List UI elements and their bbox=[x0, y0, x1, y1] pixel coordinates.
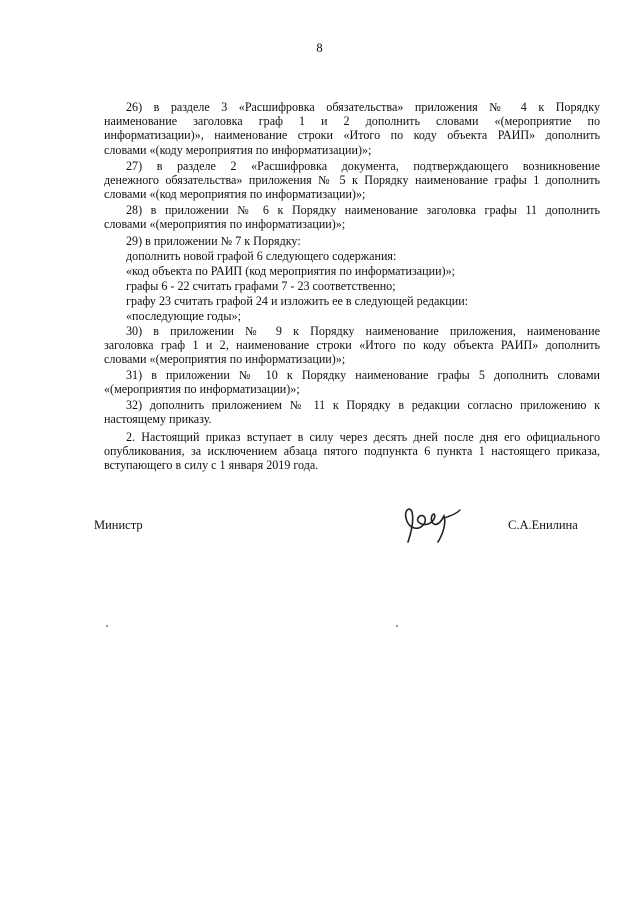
signatory-name: С.А.Енилина bbox=[508, 518, 578, 532]
scan-speck bbox=[106, 625, 108, 627]
paragraph-line: графы 6 - 22 считать графами 7 - 23 соответственно; bbox=[126, 279, 396, 293]
paragraph bbox=[104, 203, 600, 231]
paragraph bbox=[104, 159, 600, 202]
paragraph-line: настоящему приказу. bbox=[104, 412, 212, 427]
paragraph bbox=[104, 309, 600, 323]
paragraph-line: словами «(коду мероприятия по информатизации)»; bbox=[104, 142, 372, 157]
scan-speck bbox=[396, 625, 398, 627]
paragraph bbox=[104, 264, 600, 278]
paragraph-line: заголовка граф 1 и 2, наименование строки «Итого по коду объекта РАИП» дополнить bbox=[104, 338, 600, 353]
paragraph-line: информатизации)», наименование строки «Итого по коду объекта РАИП» дополнить bbox=[104, 128, 600, 143]
paragraph bbox=[104, 368, 600, 396]
signatory-title: Министр bbox=[94, 518, 143, 532]
paragraph-line: 32) дополнить приложением № 11 к Порядку в редакции согласно приложению к bbox=[126, 398, 600, 412]
paragraph-line: опубликования, за исключением абзаца пятого подпункта 6 пункта 1 настоящего приказа, bbox=[104, 444, 600, 459]
paragraph bbox=[104, 324, 600, 367]
paragraph-line: вступающего в силу с 1 января 2019 года. bbox=[104, 458, 319, 473]
paragraph-line: 27) в разделе 2 «Расшифровка документа, подтверждающего возникновение bbox=[126, 159, 600, 173]
paragraph-line: 31) в приложении № 10 к Порядку наименование графы 5 дополнить словами bbox=[126, 368, 600, 382]
paragraph-line: «(мероприятия по информатизации)»; bbox=[104, 382, 300, 397]
paragraph bbox=[104, 398, 600, 426]
paragraph bbox=[104, 234, 600, 248]
paragraph-line: дополнить новой графой 6 следующего содержания: bbox=[126, 249, 397, 263]
paragraph-line: словами «(мероприятия по информатизации)»; bbox=[104, 352, 346, 367]
paragraph-line: 2. Настоящий приказ вступает в силу через десять дней после дня его официального bbox=[126, 430, 600, 444]
paragraph bbox=[104, 279, 600, 293]
paragraph bbox=[104, 430, 600, 473]
paragraph-line: 28) в приложении № 6 к Порядку наименование заголовка графы 11 дополнить bbox=[126, 203, 600, 217]
paragraph bbox=[104, 100, 600, 157]
paragraph-line: графу 23 считать графой 24 и изложить ее в следующей редакции: bbox=[126, 294, 469, 308]
page-number: 8 bbox=[316, 41, 323, 55]
paragraph-line: словами «(код мероприятия по информатизации)»; bbox=[104, 187, 366, 202]
paragraph-line: денежного обязательства» приложения № 5 к Порядку наименование графы 1 дополнить bbox=[104, 173, 600, 188]
paragraph bbox=[104, 294, 600, 308]
paragraph bbox=[104, 249, 600, 263]
paragraph-line: 26) в разделе 3 «Расшифровка обязательства» приложения № 4 к Порядку bbox=[126, 100, 600, 114]
paragraph-line: 30) в приложении № 9 к Порядку наименование приложения, наименование bbox=[126, 324, 600, 338]
paragraph-line: словами «(мероприятия по информатизации)»; bbox=[104, 217, 346, 232]
paragraph-line: наименование заголовка граф 1 и 2 дополнить словами «(мероприятие по bbox=[104, 114, 600, 129]
paragraph-line: 29) в приложении № 7 к Порядку: bbox=[126, 234, 301, 248]
paragraph-line: «код объекта по РАИП (код мероприятия по информатизации)»; bbox=[126, 264, 455, 278]
paragraph-line: «последующие годы»; bbox=[126, 309, 241, 323]
handwritten-signature bbox=[398, 502, 468, 550]
